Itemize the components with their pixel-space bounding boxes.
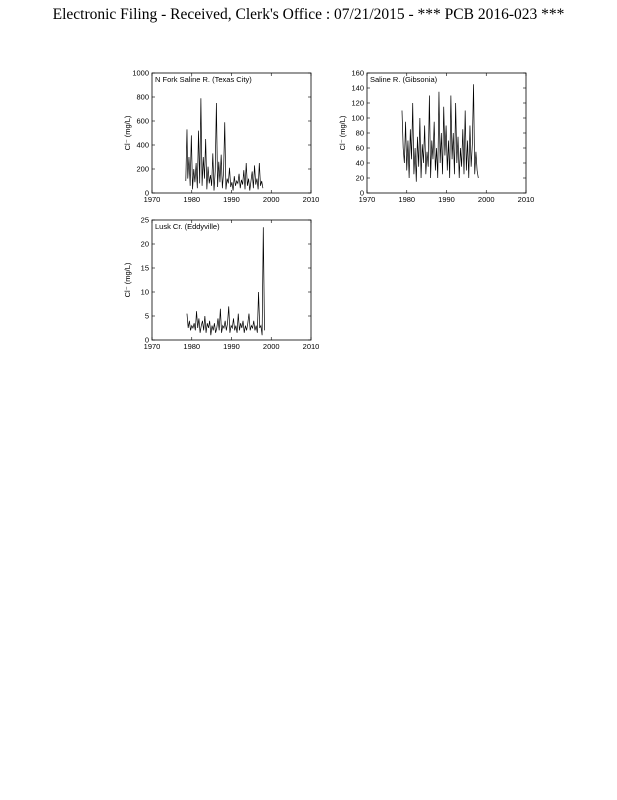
y-tick-label: 5 xyxy=(144,311,149,321)
y-axis-label: Cl⁻ (mg/L) xyxy=(338,115,347,151)
y-tick-label: 140 xyxy=(351,83,364,93)
y-tick-label: 0 xyxy=(144,335,149,345)
x-tick-label: 1970 xyxy=(143,342,161,351)
y-tick-label: 60 xyxy=(355,143,364,153)
y-tick-label: 20 xyxy=(355,173,364,183)
series-line xyxy=(186,98,263,190)
y-tick-label: 0 xyxy=(144,188,149,198)
x-tick-label: 2000 xyxy=(262,195,280,204)
filing-header: Electronic Filing - Received, Clerk's Office : 07/21/2015 - *** PCB 2016-023 *** xyxy=(52,6,565,23)
x-tick-label: 2000 xyxy=(477,195,495,204)
y-tick-label: 120 xyxy=(351,98,364,108)
x-tick-label: 2010 xyxy=(302,195,320,204)
y-axis-label: Cl⁻ (mg/L) xyxy=(123,262,132,298)
x-tick-label: 1990 xyxy=(223,342,240,351)
plot-frame xyxy=(152,220,311,340)
y-tick-label: 25 xyxy=(140,215,149,225)
x-tick-label: 1980 xyxy=(183,195,201,204)
chart-title: Saline R. (Gibsonia) xyxy=(370,75,438,84)
x-tick-label: 1970 xyxy=(358,195,376,204)
y-tick-label: 1000 xyxy=(132,68,149,78)
y-tick-label: 160 xyxy=(351,68,364,78)
y-tick-label: 20 xyxy=(140,239,149,249)
chart-panel-2 xyxy=(338,69,534,204)
series-line xyxy=(402,84,478,182)
y-tick-label: 200 xyxy=(136,164,149,174)
y-tick-label: 40 xyxy=(355,158,364,168)
x-tick-label: 1980 xyxy=(398,195,416,204)
y-tick-label: 15 xyxy=(140,263,149,273)
x-tick-label: 2000 xyxy=(262,342,280,351)
plot-frame xyxy=(152,73,311,193)
y-tick-label: 0 xyxy=(359,188,364,198)
y-tick-label: 600 xyxy=(136,116,149,126)
x-tick-label: 2010 xyxy=(302,342,320,351)
chart-title: N Fork Saline R. (Texas City) xyxy=(155,75,252,84)
chart-panel-1 xyxy=(123,69,319,204)
y-axis-label: Cl⁻ (mg/L) xyxy=(123,115,132,151)
x-tick-label: 2010 xyxy=(517,195,535,204)
y-tick-label: 400 xyxy=(136,140,149,150)
x-tick-label: 1980 xyxy=(183,342,201,351)
y-tick-label: 80 xyxy=(355,128,364,138)
x-tick-label: 1990 xyxy=(438,195,455,204)
chart-title: Lusk Cr. (Eddyville) xyxy=(155,222,220,231)
x-tick-label: 1970 xyxy=(143,195,161,204)
x-tick-label: 1990 xyxy=(223,195,240,204)
series-line xyxy=(187,227,265,335)
y-tick-label: 10 xyxy=(140,287,149,297)
chart-panel-3 xyxy=(123,216,319,351)
y-tick-label: 100 xyxy=(351,113,364,123)
y-tick-label: 800 xyxy=(136,92,149,102)
